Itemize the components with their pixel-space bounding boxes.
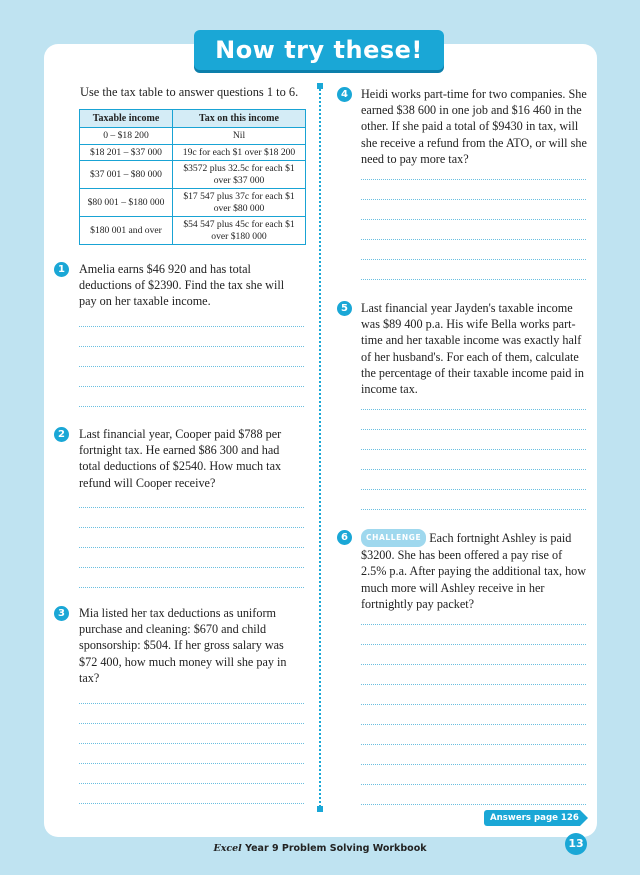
- tax-table-header-income: Taxable income: [80, 110, 173, 128]
- question-6-text: [361, 529, 589, 612]
- footer-brand: Excel: [213, 843, 242, 854]
- table-cell: $3572 plus 32.5c for each $1 over $37 000: [173, 161, 306, 189]
- question-6-body: Each fortnight Ashley is paid $3200. She has been offered a pay rise of 2.5% p.a. After paying the additional tax, how much more will Ashley receive in her fortnightly pay packet?: [361, 531, 587, 611]
- question-5-text: Last financial year Jayden's taxable income was $89 400 p.a. His wife Bella works part-time and her taxable income was exactly half of her husband's. For each of them, calculate the percentage of their taxable income paid in income tax.: [361, 301, 584, 397]
- table-row: [80, 217, 306, 245]
- table-row: [80, 128, 306, 145]
- answers-page-tab[interactable]: Answers page 126: [484, 810, 580, 826]
- divider-end-cap: [317, 83, 323, 89]
- question-number-badge: 6: [337, 530, 352, 545]
- table-cell: 0 – $18 200: [80, 128, 173, 145]
- table-row: [80, 144, 306, 161]
- table-cell: 19c for each $1 over $18 200: [173, 144, 306, 161]
- table-cell: $54 547 plus 45c for each $1 over $180 000: [173, 217, 306, 245]
- table-cell: $37 001 – $80 000: [80, 161, 173, 189]
- question-1-text: Amelia earns $46 920 and has total deductions of $2390. Find the tax she will pay on her taxable income.: [79, 262, 285, 309]
- question-2-text: Last financial year, Cooper paid $788 per fortnight tax. He earned $86 300 and had total deductions of $2540. How much tax refund will Cooper receive?: [79, 427, 282, 490]
- page-title: Now try these!: [194, 30, 444, 70]
- answer-lines-q6[interactable]: [361, 605, 586, 805]
- table-cell: $18 201 – $37 000: [80, 144, 173, 161]
- table-row: [80, 161, 306, 189]
- instructions: Use the tax table to answer questions 1 to 6.: [80, 85, 299, 99]
- table-cell: $17 547 plus 37c for each $1 over $80 000: [173, 189, 306, 217]
- answer-lines-q3[interactable]: [79, 684, 304, 804]
- question-number-badge: 1: [54, 262, 69, 277]
- tax-table-header-tax: Tax on this income: [173, 110, 306, 128]
- title-banner: [194, 30, 444, 74]
- tax-table: [79, 109, 306, 245]
- footer-title: [200, 843, 440, 854]
- challenge-badge: CHALLENGE: [361, 529, 426, 547]
- question-3-text: Mia listed her tax deductions as uniform purchase and cleaning: $670 and child sponsorship: $504. If her gross salary was $72 400, how much money will she pay in tax?: [79, 606, 287, 685]
- column-divider: [319, 86, 321, 810]
- question-number-badge: 2: [54, 427, 69, 442]
- table-cell: $180 001 and over: [80, 217, 173, 245]
- question-4-text: Heidi works part-time for two companies. She earned $38 600 in one job and $16 460 in the other. If she paid a total of $9430 in tax, will she receive a refund from the ATO, or will she need to pay more tax?: [361, 87, 587, 166]
- question-number-badge: 5: [337, 301, 352, 316]
- table-row: [80, 189, 306, 217]
- divider-end-cap: [317, 806, 323, 812]
- answer-lines-q4[interactable]: [361, 160, 586, 280]
- question-number-badge: 3: [54, 606, 69, 621]
- question-number-badge: 4: [337, 87, 352, 102]
- page-number: 13: [565, 833, 587, 855]
- table-cell: Nil: [173, 128, 306, 145]
- answers-tab-arrow: [580, 810, 588, 826]
- footer-book-title: Year 9 Problem Solving Workbook: [245, 843, 427, 854]
- answer-lines-q1[interactable]: [79, 307, 304, 407]
- answer-lines-q2[interactable]: [79, 488, 304, 588]
- table-cell: $80 001 – $180 000: [80, 189, 173, 217]
- answer-lines-q5[interactable]: [361, 390, 586, 510]
